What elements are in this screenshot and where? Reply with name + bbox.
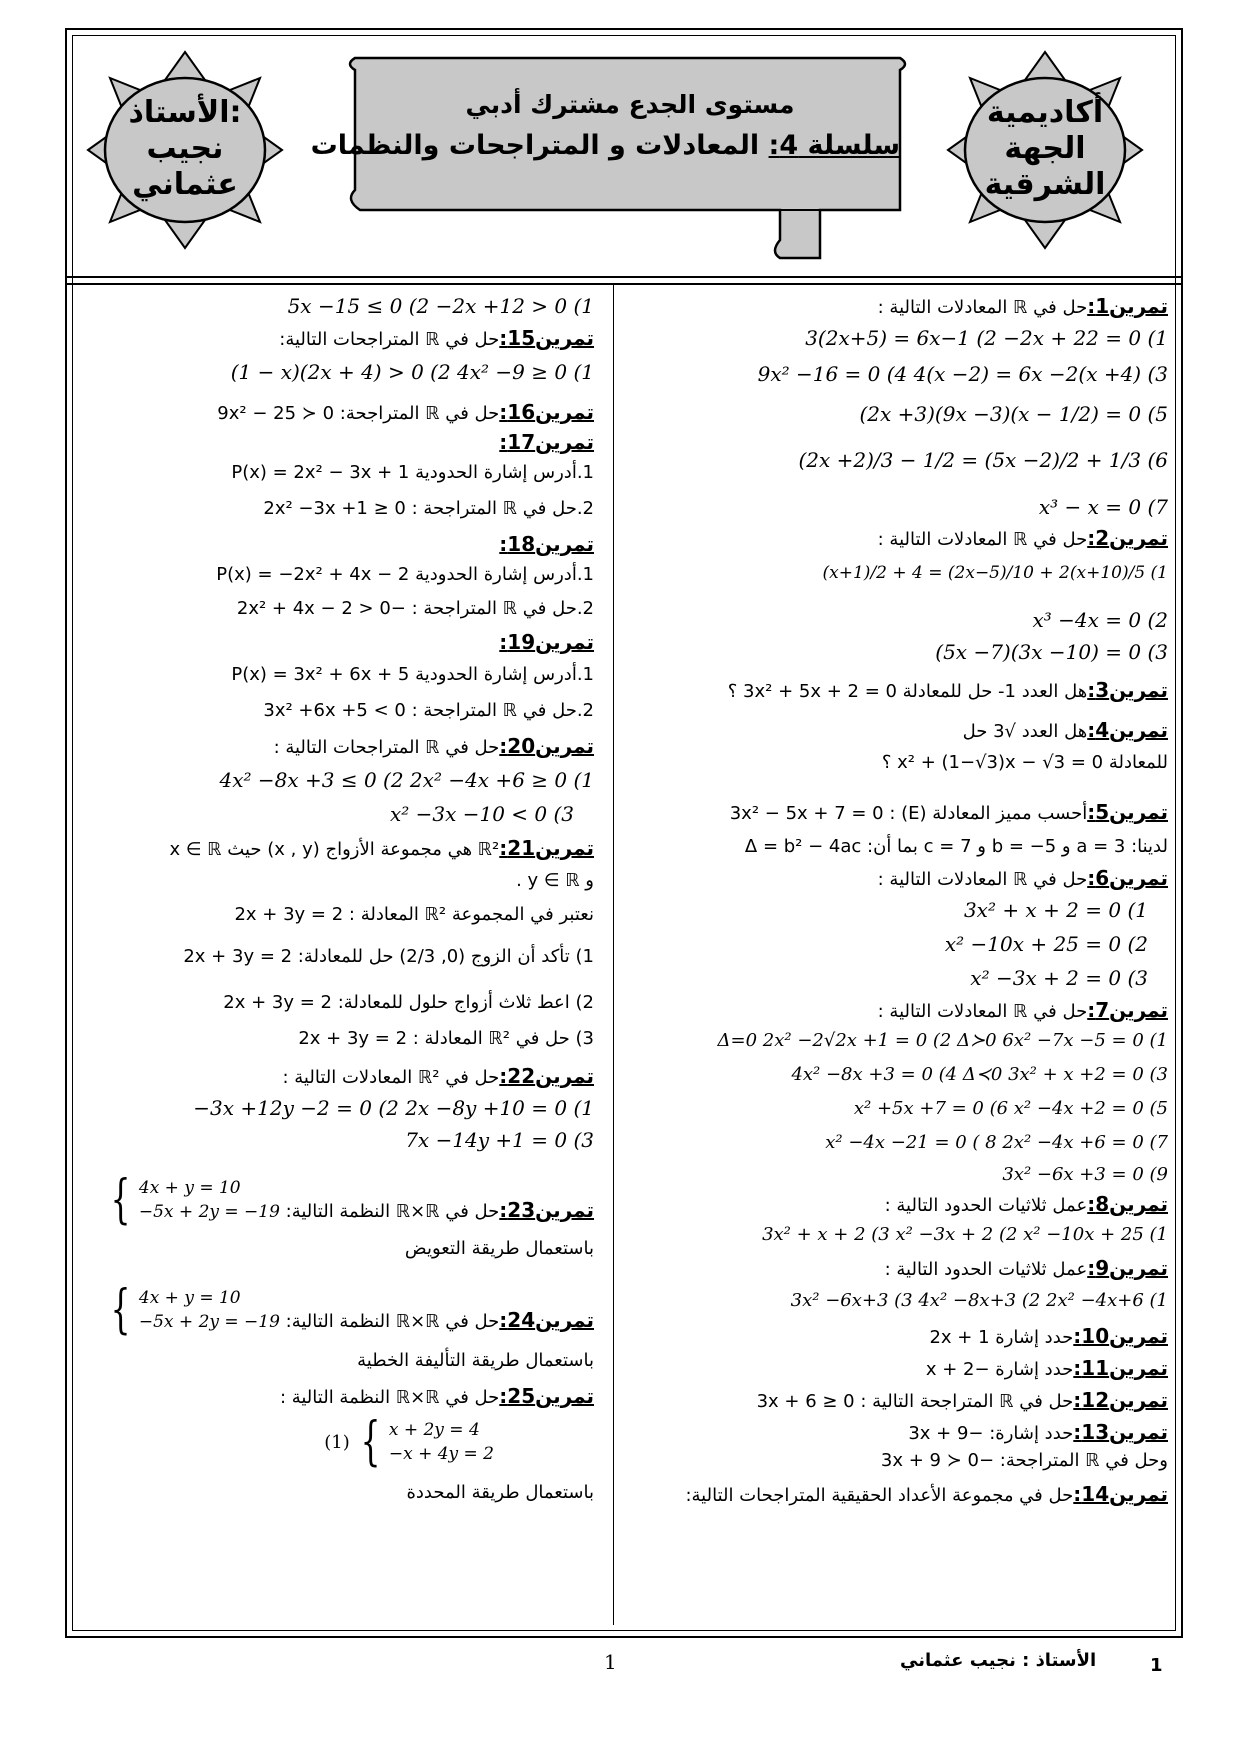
ex1-item: (2x +3)(9x −3)(x − 1/2) = 0 (5 bbox=[859, 402, 1168, 426]
right-badge-text: أكاديمية الجهة الشرقية bbox=[984, 95, 1106, 202]
ex3: تمرين3:هل العدد 1- حل للمعادلة 3x² + 5x + 2 = 0 ؟ bbox=[727, 678, 1168, 702]
banner-title-series: سلسلة 4: المعادلات و المتراجحات والنظمات bbox=[310, 130, 900, 161]
ex22-items: −3x +12y −2 = 0 (2 2x −8y +10 = 0 (1 bbox=[193, 1096, 594, 1120]
ex23-method: باستعمال طريقة التعويض bbox=[404, 1238, 594, 1259]
ex22-item: 7x −14y +1 = 0 (3 bbox=[405, 1128, 594, 1152]
ex14: تمرين14:حل في مجموعة الأعداد الحقيقية المتراجحات التالية: bbox=[685, 1482, 1168, 1506]
ex11: تمرين11:حدد إشارة −x + 2 bbox=[925, 1356, 1168, 1380]
ex13: تمرين13:حدد إشارة: −3x + 9 bbox=[908, 1420, 1168, 1444]
ex22-heading: تمرين22:حل في ℝ² المعادلات التالية : bbox=[282, 1064, 594, 1088]
ex9-heading: تمرين9:عمل ثلاثيات الحدود التالية : bbox=[884, 1256, 1168, 1280]
banner-title-level: مستوى الجدع مشترك أدبي bbox=[465, 90, 795, 119]
ex7-item: x² −4x −21 = 0 ( 8 2x² −4x +6 = 0 (7 bbox=[825, 1132, 1168, 1153]
ex25-system-body: (1) { x + 2y = 4 −x + 4y = 2 bbox=[324, 1412, 494, 1472]
ex15-items: (1 − x)(2x + 4) > 0 (2 4x² −9 ≥ 0 (1 bbox=[230, 360, 594, 384]
ex25-system bbox=[324, 1412, 494, 1472]
ex21-text: نعتبر في المجموعة ℝ² المعادلة : 2x + 3y = 2 bbox=[234, 904, 594, 925]
ex7-item: 3x² −6x +3 = 0 (9 bbox=[1002, 1164, 1168, 1185]
ex14-items: 5x −15 ≤ 0 (2 −2x +12 > 0 (1 bbox=[287, 294, 594, 318]
ex5-data: لدينا: a = 3 و b = −5 و c = 7 بما أن: Δ = b² − 4ac bbox=[744, 836, 1168, 857]
ex7-heading: تمرين7:حل في ℝ المعادلات التالية : bbox=[877, 998, 1168, 1022]
ex1-item: (2x +2)/3 − 1/2 = (5x −2)/2 + 1/3 (6 bbox=[798, 448, 1168, 472]
right-column bbox=[618, 290, 1168, 1625]
ex18-heading: تمرين18: bbox=[499, 532, 594, 556]
ex20-item: x² −3x −10 < 0 (3 bbox=[389, 802, 574, 826]
ex2-heading: تمرين2:حل في ℝ المعادلات التالية : bbox=[877, 526, 1168, 550]
ex20-items: 4x² −8x +3 ≤ 0 (2 2x² −4x +6 ≥ 0 (1 bbox=[219, 768, 594, 792]
ex1-item: 9x² −16 = 0 (4 4(x −2) = 6x −2(x +4) (3 bbox=[757, 362, 1168, 386]
ex21-q1: 1) تأكد أن الزوج (0, 2/3) حل للمعادلة: 2x + 3y = 2 bbox=[183, 946, 594, 967]
ex24-system: { 4x + y = 10 −5x + 2y = −19 bbox=[110, 1280, 280, 1340]
ex2-item: (x+1)/2 + 4 = (2x−5)/10 + 2(x+10)/5 (1 bbox=[822, 563, 1168, 583]
ex13-part2: وحل في ℝ المتراجحة: −3x + 9 ≻ 0 bbox=[880, 1450, 1168, 1471]
ex18-item: 2.حل في ℝ المتراجحة : −2x² + 4x − 2 > 0 bbox=[236, 598, 594, 619]
column-separator bbox=[613, 285, 614, 1625]
left-badge-text: الأستاذ: نجيب عثماني bbox=[128, 95, 242, 202]
ex24-heading: تمرين24:حل في ℝ×ℝ النظمة التالية: { 4x + y = 10 −5x + 2y = −19 bbox=[104, 1284, 594, 1336]
ex17-item: 1.أدرس إشارة الحدودية P(x) = 2x² − 3x + 1 bbox=[231, 462, 594, 483]
footer-author: الأستاذ : نجيب عثماني bbox=[900, 1650, 1097, 1671]
ex1-item: 3(2x+5) = 6x−1 (2 −2x + 22 = 0 (1 bbox=[805, 326, 1168, 350]
ex21-text: و y ∈ ℝ . bbox=[516, 870, 594, 891]
ex25-method: باستعمال طريقة المحددة bbox=[406, 1482, 594, 1503]
ex8-items: 3x² + x + 2 (3 x² −3x + 2 (2 x² −10x + 25 (1 bbox=[762, 1224, 1168, 1245]
ex6-item: x² −10x + 25 = 0 (2 bbox=[944, 932, 1148, 956]
ex8-heading: تمرين8:عمل ثلاثيات الحدود التالية : bbox=[884, 1192, 1168, 1216]
ex21-q2: 2) اعط ثلاث أزواج حلول للمعادلة: 2x + 3y = 2 bbox=[223, 992, 594, 1013]
ex24-method: باستعمال طريقة التأليفة الخطية bbox=[357, 1350, 594, 1371]
ex20-heading: تمرين20:حل في ℝ المتراجحات التالية : bbox=[273, 734, 594, 758]
footer-page-number: 1 bbox=[604, 1650, 617, 1674]
ex5: تمرين5:أحسب مميز المعادلة (E) : 3x² − 5x + 7 = 0 bbox=[729, 800, 1168, 824]
ex10: تمرين10:حدد إشارة 2x + 1 bbox=[929, 1324, 1168, 1348]
ex6-item: x² −3x + 2 = 0 (3 bbox=[970, 966, 1148, 990]
ex17-heading: تمرين17: bbox=[499, 430, 594, 454]
left-column bbox=[82, 290, 594, 1625]
ex16: تمرين16:حل في ℝ المتراجحة: 9x² − 25 ≻ 0 bbox=[217, 400, 594, 424]
ex9-items: 3x² −6x+3 (3 4x² −8x+3 (2 2x² −4x+6 (1 bbox=[790, 1290, 1168, 1311]
ex6-item: 3x² + x + 2 = 0 (1 bbox=[963, 898, 1148, 922]
ex18-item: 1.أدرس إشارة الحدودية P(x) = −2x² + 4x − 2 bbox=[216, 564, 594, 585]
ex23-heading: تمرين23:حل في ℝ×ℝ النظمة التالية: { 4x + y = 10 −5x + 2y = −19 bbox=[104, 1174, 594, 1226]
ex21-heading: تمرين21:ℝ² هي مجموعة الأزواج (x , y) حيث x ∈ ℝ bbox=[169, 836, 594, 860]
ex7-item: Δ=0 2x² −2√2x +1 = 0 (2 Δ≻0 6x² −7x −5 = 0 (1 bbox=[717, 1030, 1168, 1051]
ex19-heading: تمرين19: bbox=[499, 630, 594, 654]
ex21-q3: 3) حل في ℝ² المعادلة : 2x + 3y = 2 bbox=[298, 1028, 594, 1049]
ex6-heading: تمرين6:حل في ℝ المعادلات التالية : bbox=[877, 866, 1168, 890]
ex4: تمرين4:هل العدد √3 حل bbox=[962, 718, 1168, 742]
ex7-item: x² +5x +7 = 0 (6 x² −4x +2 = 0 (5 bbox=[853, 1098, 1168, 1119]
ex25-heading: تمرين25:حل في ℝ×ℝ النظمة التالية : bbox=[279, 1384, 594, 1408]
ex4-equation: للمعادلة x² + (1−√3)x − √3 = 0 ؟ bbox=[881, 752, 1168, 773]
ex1-item: x³ − x = 0 (7 bbox=[1038, 495, 1168, 519]
ex15-heading: تمرين15:حل في ℝ المتراجحات التالية: bbox=[279, 326, 594, 350]
ex19-item: 1.أدرس إشارة الحدودية P(x) = 3x² + 6x + 5 bbox=[231, 664, 594, 685]
ex23-system: { 4x + y = 10 −5x + 2y = −19 bbox=[110, 1170, 280, 1230]
ex2-item: (5x −7)(3x −10) = 0 (3 bbox=[935, 640, 1168, 664]
footer-page-number-right: 1 bbox=[1150, 1655, 1163, 1676]
ex19-item: 2.حل في ℝ المتراجحة : 3x² +6x +5 < 0 bbox=[263, 700, 594, 721]
ex2-item: x³ −4x = 0 (2 bbox=[1032, 608, 1168, 632]
ex7-item: 4x² −8x +3 = 0 (4 Δ≺0 3x² + x +2 = 0 (3 bbox=[791, 1064, 1168, 1085]
ex1-heading: تمرين1:حل في ℝ المعادلات التالية : bbox=[877, 294, 1168, 318]
ex12: تمرين12:حل في ℝ المتراجحة التالية : 3x + 6 ≥ 0 bbox=[756, 1388, 1168, 1412]
ex17-item: 2.حل في ℝ المتراجحة : 2x² −3x +1 ≥ 0 bbox=[263, 498, 594, 519]
